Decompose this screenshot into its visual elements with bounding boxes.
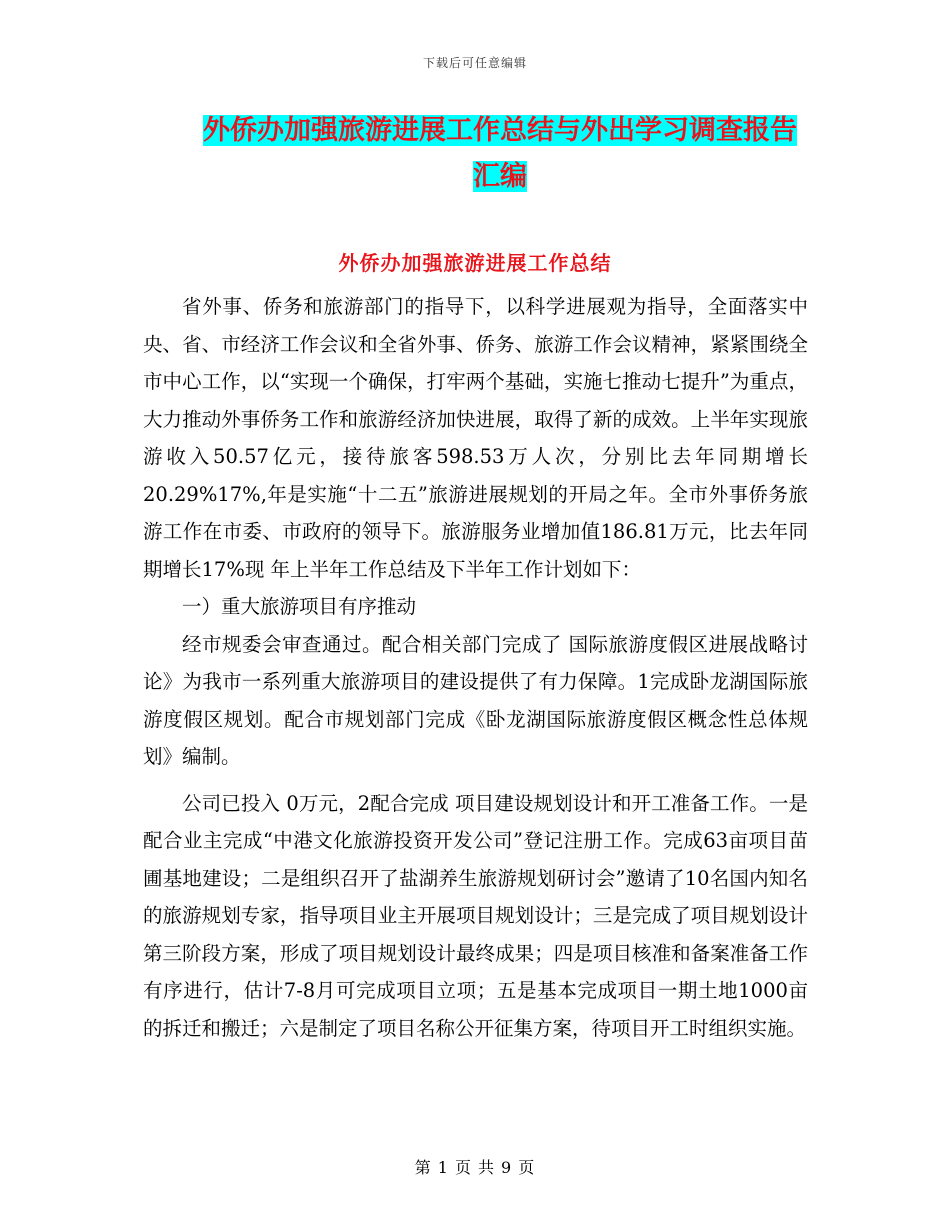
paragraph: 经市规委会审查通过。配合相关部门完成了 国际旅游度假区进展战略讨论》为我市一系列重大旅游项目的建设提供了有力保障。1完成卧龙湖国际旅游度假区规划。配合市规划部门完成《卧龙湖国际旅游度假区概念性总体规划》编制。 <box>143 632 808 768</box>
document-title-text: 外侨办加强旅游进展工作总结与外出学习调查报告汇编 <box>203 115 797 192</box>
section-title: 外侨办加强旅游进展工作总结 <box>338 251 612 275</box>
paragraph: 一）重大旅游项目有序推动 <box>182 595 417 618</box>
footer-label-di: 第 <box>414 1158 432 1177</box>
document-title <box>190 108 810 200</box>
page-footer <box>0 1155 950 1178</box>
footer-label-gong: 共 <box>478 1158 496 1177</box>
current-page-number: 1 <box>437 1158 449 1177</box>
header-note: 下载后可任意编辑 <box>422 56 527 70</box>
total-pages-number: 9 <box>501 1158 513 1177</box>
paragraph: 公司已投入 0万元，2配合完成 项目建设规划设计和开工准备工作。一是配合业主完成“中港文化旅游投资开发公司”登记注册工作。完成63亩项目苗圃基地建设；二是组织召开了盐湖养生旅游规划研讨会”邀请了10名国内知名的旅游规划专家，指导项目业主开展项目规划设计；三是完成了项目规划设计第三阶段方案，形成了项目规划设计最终成果；四是项目核准和备案准备工作有序进行，估计7-8月可完成项目立项；五是基本完成项目一期土地1000亩的拆迁和搬迁；六是制定了项目名称公开征集方案，待项目开工时组织实施。 <box>143 791 808 1040</box>
paragraph: 省外事、侨务和旅游部门的指导下，以科学进展观为指导，全面落实中央、省、市经济工作会议和全省外事、侨务、旅游工作会议精神，紧紧围绕全市中心工作，以“实现一个确保，打牢两个基础，实施七推动七提升”为重点，大力推动外事侨务工作和旅游经济加快进展，取得了新的成效。上半年实现旅游收入50.57亿元，接待旅客598.53万人次，分别比去年同期增长20.29%17%,年是实施“十二五”旅游进展规划的开局之年。全市外事侨务旅游工作在市委、市政府的领导下。旅游服务业增加值186.81万元，比去年同期增长17%现 年上半年工作总结及下半年工作计划如下： <box>143 295 808 581</box>
footer-label-ye2: 页 <box>518 1158 536 1177</box>
document-body <box>143 288 808 1047</box>
footer-label-ye: 页 <box>454 1158 472 1177</box>
